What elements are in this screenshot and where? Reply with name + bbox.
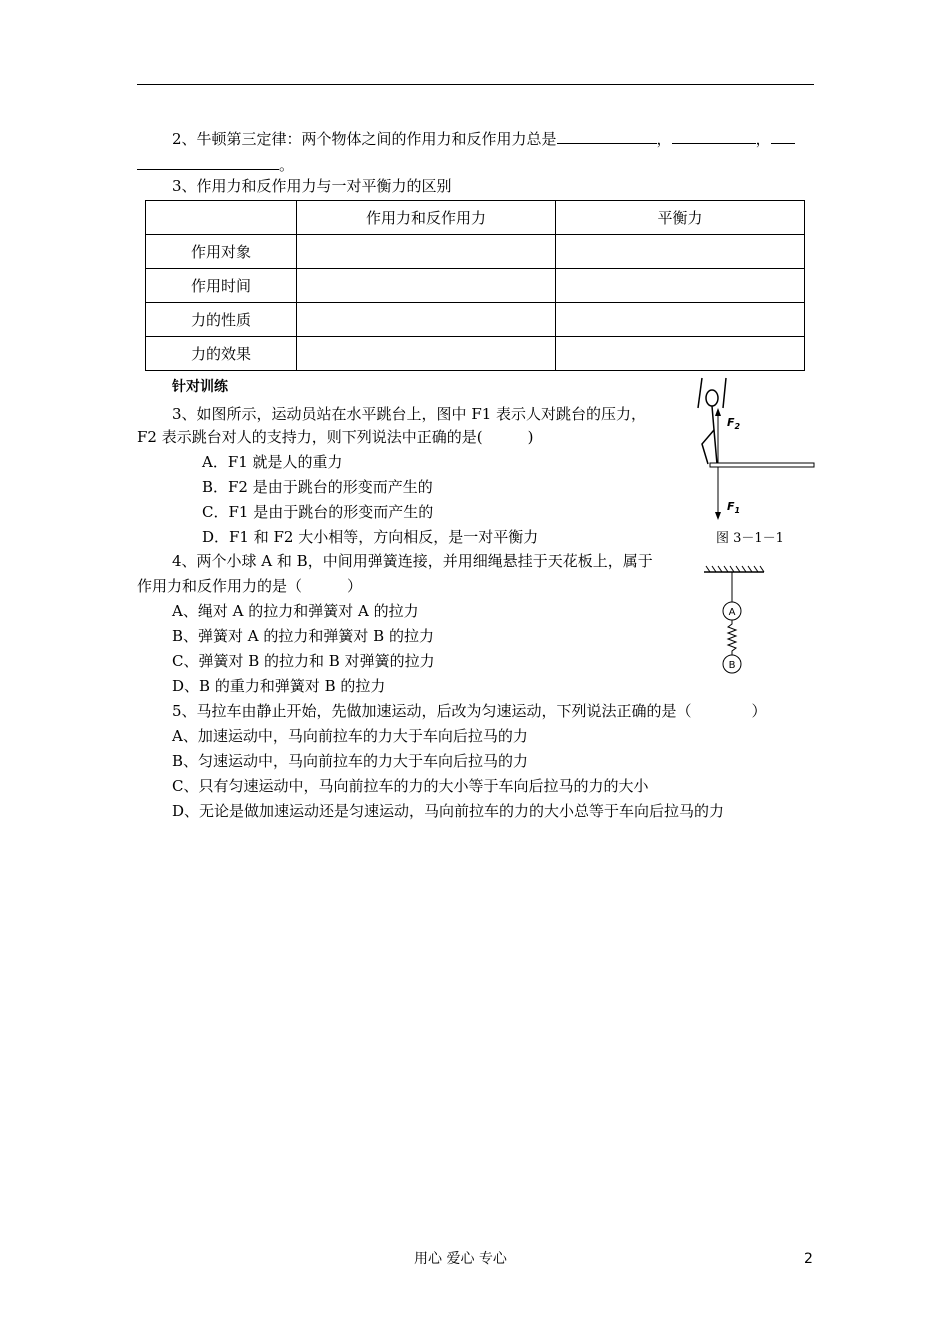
t5-option-c: C、只有匀速运动中，马向前拉车的力的大小等于车向后拉马的力的大小 [172,777,649,795]
t5-option-b: B、匀速运动中，马向前拉车的力大于车向后拉马的力 [172,752,529,770]
table-cell[interactable] [556,303,805,337]
t4-option-c: C、弹簧对 B 的拉力和 B 对弹簧的拉力 [172,652,435,670]
table-header-cell: 平衡力 [556,201,805,235]
t5-line-1: 5、马拉车由静止开始，先做加速运动，后改为匀速运动，下列说法正确的是（ ） [172,702,767,720]
t4-option-b: B、弹簧对 A 的拉力和弹簧对 B 的拉力 [172,627,434,645]
svg-text:F1 [727,500,740,515]
table-cell[interactable] [297,235,556,269]
t5-option-a: A、加速运动中，马向前拉车的力大于车向后拉马的力 [172,727,528,745]
table-row [146,303,805,337]
table-row [146,337,805,371]
q2-blank-3b[interactable] [137,155,279,170]
ball-a-label: A [728,607,736,618]
table-row-label: 力的性质 [146,303,297,337]
comparison-table [145,200,805,371]
table-cell[interactable] [556,235,805,269]
table-cell[interactable] [297,269,556,303]
table-row-label: 作用时间 [146,269,297,303]
table-row [146,235,805,269]
section-title: 针对训练 [172,379,228,395]
t4-option-d: D、B 的重力和弹簧对 B 的拉力 [172,677,386,695]
q2-sep-1: ， [656,130,672,148]
svg-text:F2 [727,416,741,431]
q2-blank-2[interactable] [672,129,756,144]
page-number: 2 [804,1251,813,1267]
table-row-label: 作用对象 [146,235,297,269]
table-cell[interactable] [297,303,556,337]
t3-option-a: A．F1 就是人的重力 [202,453,343,471]
footer-slogan: 用心 爱心 专心 [414,1251,507,1267]
q2-end: 。 [279,156,295,174]
t3-option-b: B．F2 是由于跳台的形变而产生的 [202,478,433,496]
label-f1-sub: 1 [734,506,741,515]
t3-option-c: C．F1 是由于跳台的形变而产生的 [202,503,434,521]
table-cell[interactable] [556,337,805,371]
spring-figure [700,562,770,682]
label-f2: F [727,416,735,429]
label-f1: F [727,500,735,513]
t3-line-2: F2 表示跳台对人的支持力，则下列说法中正确的是( ) [137,428,534,446]
label-f2-sub: 2 [734,422,741,431]
q2-sep-2: ， [755,130,771,148]
t4-line-2: 作用力和反作用力的是（ ） [137,577,363,595]
q2-blank-1[interactable] [557,129,657,144]
q2-blank-3a[interactable] [771,129,795,144]
table-row-label: 力的效果 [146,337,297,371]
t3-line-1: 3、如图所示，运动员站在水平跳台上，图中 F1 表示人对跳台的压力， [172,405,647,423]
table-cell[interactable] [556,269,805,303]
table-header-row [146,201,805,235]
t4-option-a: A、绳对 A 的拉力和弹簧对 A 的拉力 [172,602,419,620]
table-header-cell: 作用力和反作用力 [297,201,556,235]
q2-line-2 [137,155,294,175]
q3-heading: 3、作用力和反作用力与一对平衡力的区别 [172,177,452,195]
table-header-cell [146,201,297,235]
table-cell[interactable] [297,337,556,371]
q2-line [172,129,795,149]
header-rule [137,84,814,85]
diving-figure [680,378,820,528]
t3-option-d: D．F1 和 F2 大小相等，方向相反，是一对平衡力 [202,528,539,546]
ball-b-label: B [728,660,736,671]
q2-text: 2、牛顿第三定律：两个物体之间的作用力和反作用力总是 [172,130,557,148]
t4-line-1: 4、两个小球 A 和 B，中间用弹簧连接，并用细绳悬挂于天花板上，属于 [172,552,653,570]
t5-option-d: D、无论是做加速运动还是匀速运动，马向前拉车的力的大小总等于车向后拉马的力 [172,802,725,820]
table-row [146,269,805,303]
figure-caption: 图 3－1－1 [716,531,784,546]
